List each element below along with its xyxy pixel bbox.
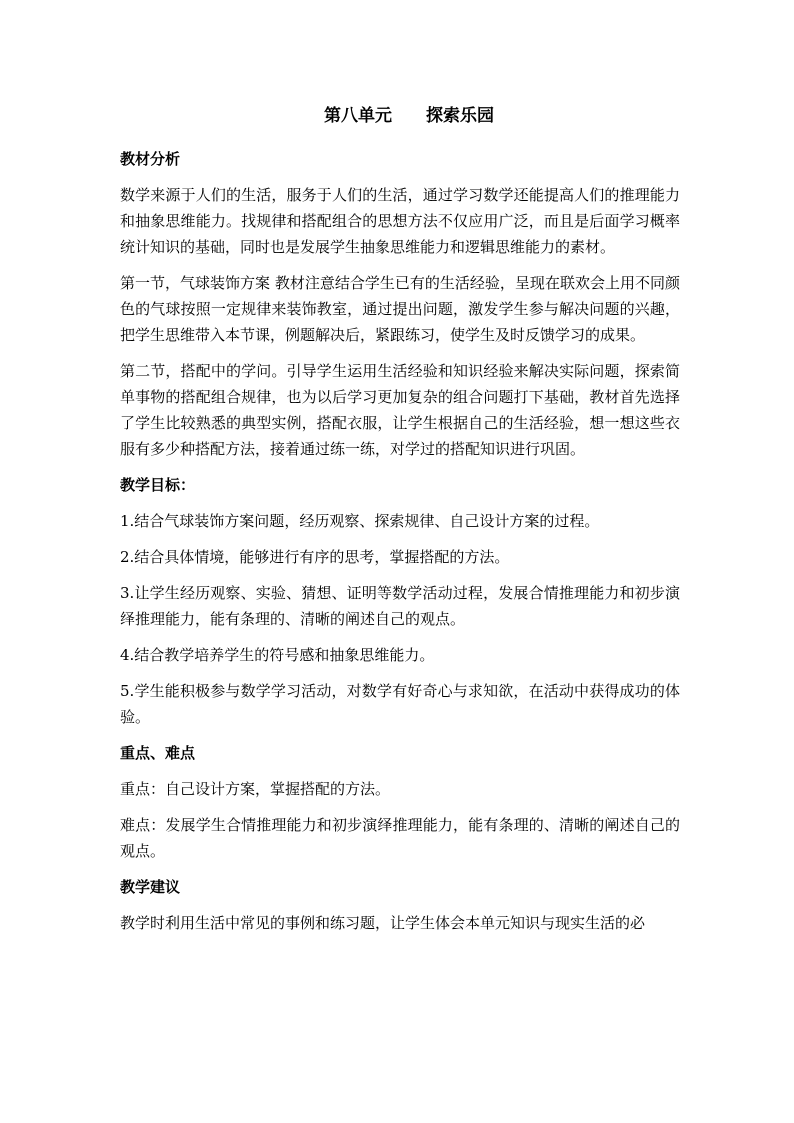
goal-item-4: 4.结合教学培养学生的符号感和抽象思维能力。 bbox=[120, 646, 435, 664]
document-title: 第八单元 探索乐园 bbox=[324, 106, 494, 126]
paragraph-advice-1: 教学时利用生活中常见的事例和练习题，让学生体会本单元知识与现实生活的必 bbox=[120, 914, 646, 932]
paragraph-analysis-1: 数学来源于人们的生活，服务于人们的生活，通过学习数学还能提高人们的推理能力和抽象思维能力。找规律和搭配组合的思想方法不仅应用广泛，而且是后面学习概率统计知识的基础，同时也是发展学生抽象思维能力和逻辑思维能力的素材。 bbox=[120, 186, 680, 256]
goal-item-2: 2.结合具体情境，能够进行有序的思考，掌握搭配的方法。 bbox=[120, 548, 510, 566]
goal-item-1: 1.结合气球装饰方案问题，经历观察、探索规律、自己设计方案的过程。 bbox=[120, 512, 600, 530]
document-page bbox=[120, 100, 680, 946]
heading-advice: 教学建议 bbox=[120, 878, 181, 896]
goal-item-3: 3.让学生经历观察、实验、猜想、证明等数学活动过程，发展合情推理能力和初步演绎推理能力，能有条理的、清晰的阐述自己的观点。 bbox=[120, 584, 680, 628]
key-point: 重点：自己设计方案，掌握搭配的方法。 bbox=[120, 780, 391, 798]
difficult-point: 难点：发展学生合情推理能力和初步演绎推理能力，能有条理的、清晰的阐述自己的观点。 bbox=[120, 816, 680, 860]
heading-analysis: 教材分析 bbox=[120, 150, 181, 168]
heading-goals: 教学目标： bbox=[120, 476, 196, 494]
goal-item-5: 5.学生能积极参与数学学习活动，对数学有好奇心与求知欲，在活动中获得成功的体验。 bbox=[120, 682, 680, 726]
paragraph-analysis-3: 第二节，搭配中的学问。引导学生运用生活经验和知识经验来解决实际问题，探索简单事物的搭配组合规律，也为以后学习更加复杂的组合问题打下基础，教材首先选择了学生比较熟悉的典型实例，搭配衣服，让学生根据自己的生活经验，想一想这些衣服有多少种搭配方法，接着通过练一练，对学过的搭配知识进行巩固。 bbox=[120, 362, 680, 458]
paragraph-analysis-2: 第一节，气球装饰方案 教材注意结合学生已有的生活经验，呈现在联欢会上用不同颜色的气球按照一定规律来装饰教室，通过提出问题，激发学生参与解决问题的兴趣，把学生思维带入本节课，例题解决后，紧跟练习，使学生及时反馈学习的成果。 bbox=[120, 274, 680, 344]
heading-key-points: 重点、难点 bbox=[120, 744, 196, 762]
